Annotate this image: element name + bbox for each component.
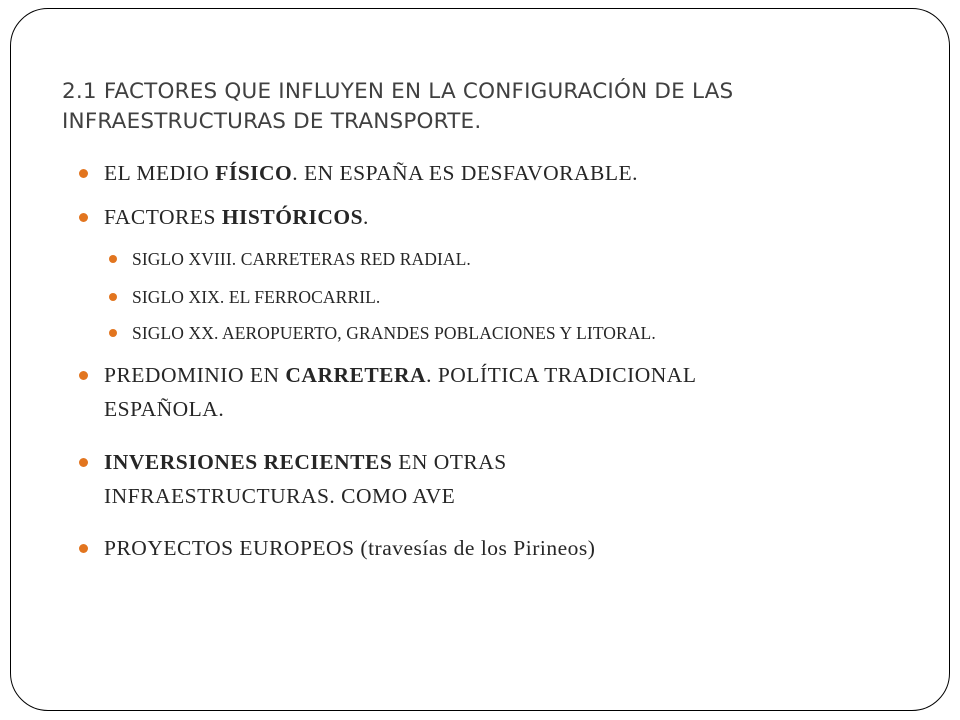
bullet-text-part: . [363,205,369,229]
bullet-text-part: EN OTRAS [392,450,507,474]
bullet-text-bold: FÍSICO [215,161,293,185]
bullet-text-bold: HISTÓRICOS [221,205,364,229]
bullet-dot-icon [79,458,88,467]
bullet-text-bold: CARRETERA [285,363,427,387]
bullet-text-part: EL MEDIO [104,161,216,185]
bullet-text-part: FACTORES [104,205,222,229]
bullet-item-medio-fisico [104,156,638,190]
bullet-text [104,445,507,479]
sub-bullet-text: SIGLO XVIII. CARRETERAS RED RADIAL. [132,249,471,269]
bullet-dot-icon [79,169,88,178]
sub-bullet-siglo-xix [132,285,380,309]
sub-bullet-siglo-xx [132,321,656,345]
bullet-dot-icon [109,255,117,263]
bullet-dot-icon [79,213,88,222]
bullet-text [104,200,369,234]
bullet-item-inversiones-recientes [104,445,507,513]
bullet-text-part: . EN ESPAÑA ES DESFAVORABLE. [292,161,638,185]
bullet-text [104,358,696,392]
title-line-1: 2.1 FACTORES QUE INFLUYEN EN LA CONFIGURACIÓN DE LAS [62,79,734,104]
bullet-text-continuation: ESPAÑOLA. [104,397,225,421]
sub-bullet-text: SIGLO XX. AEROPUERTO, GRANDES POBLACIONES Y LITORAL. [132,323,656,343]
bullet-dot-icon [79,371,88,380]
bullet-dot-icon [79,544,88,553]
bullet-item-factores-historicos [104,200,369,234]
bullet-dot-icon [109,293,117,301]
bullet-dot-icon [109,329,117,337]
bullet-item-predominio-carretera [104,358,696,426]
bullet-text [104,156,638,190]
bullet-text-continuation: INFRAESTRUCTURAS. COMO AVE [104,484,456,508]
bullet-text: PROYECTOS EUROPEOS (travesías de los Pirineos) [104,536,596,560]
bullet-item-proyectos-europeos [104,531,595,565]
sub-bullet-text: SIGLO XIX. EL FERROCARRIL. [132,287,381,307]
sub-bullet-siglo-xviii [132,247,471,271]
bullet-text-bold: INVERSIONES RECIENTES [104,450,393,474]
bullet-text-part: . POLÍTICA TRADICIONAL [426,363,697,387]
title-line-2: INFRAESTRUCTURAS DE TRANSPORTE. [62,109,482,134]
bullet-text-part: PREDOMINIO EN [104,363,286,387]
